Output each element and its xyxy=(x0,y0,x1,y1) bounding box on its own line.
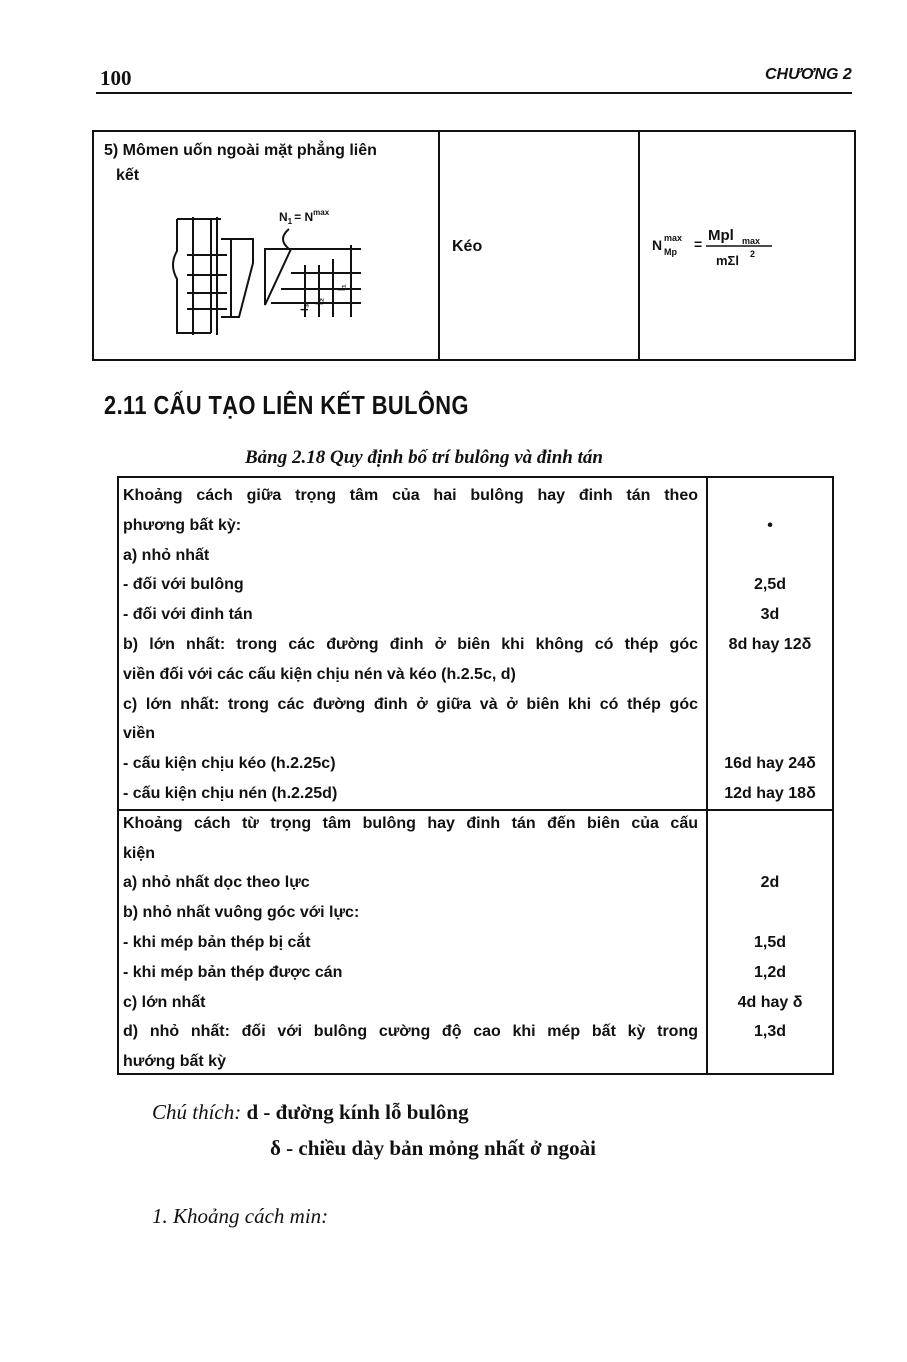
top-table-divider-2 xyxy=(638,132,640,359)
table-row-value: 4d hay δ xyxy=(737,994,803,1011)
table-row-text: hướng bất kỳ xyxy=(123,1053,226,1070)
formula-denominator: mΣl xyxy=(716,253,739,268)
table-row-value: 12d hay 18δ xyxy=(724,785,816,802)
table-row-value: 8d hay 12δ xyxy=(728,636,812,653)
table-row-text: Khoảng cách từ trọng tâm bulông hay đinh tán đến biên của cấu xyxy=(123,815,698,832)
table-row-text: - khi mép bản thép được cán xyxy=(123,964,343,981)
table-row-value: 1,3d xyxy=(753,1023,786,1040)
header-rule xyxy=(96,92,852,94)
formula-numerator-sub: max xyxy=(742,236,761,246)
table-row-text: b) lớn nhất: trong các đường đinh ở biên khi không có thép góc xyxy=(123,636,698,653)
table-row-text: - cấu kiện chịu kéo (h.2.25c) xyxy=(123,755,336,772)
table-row-text: phương bất kỳ: xyxy=(123,517,242,534)
row5-label xyxy=(104,138,434,188)
dim-label-l1: l₁ xyxy=(337,284,348,291)
table-row-text: c) lớn nhất: trong các đường đinh ở giữa và ở biên khi có thép góc xyxy=(123,696,698,713)
table-row-value: 3d xyxy=(760,606,780,623)
bolt-moment-diagram xyxy=(165,205,375,345)
table-row-text: - đối với bulông xyxy=(123,576,244,593)
table-caption: Bảng 2.18 Quy định bố trí bulông và đinh tán xyxy=(245,447,603,468)
formula-numerator: Mpl xyxy=(708,227,734,244)
formula-lhs-sub: Mp xyxy=(664,247,677,257)
formula-eq: = xyxy=(694,236,703,252)
table-row-text: Khoảng cách giữa trọng tâm của hai bulông hay đinh tán theo xyxy=(123,487,698,504)
top-table-divider-1 xyxy=(438,132,440,359)
action-label: Kéo xyxy=(452,238,483,255)
table-row-text: - đối với đinh tán xyxy=(123,606,253,623)
table-row-text: c) lớn nhất xyxy=(123,994,206,1011)
force-label: $N_1 = N^{max}$ xyxy=(279,208,330,226)
table-row-value: 2,5d xyxy=(753,576,786,593)
formula-denominator-sup: 2 xyxy=(750,249,756,259)
chapter-label: CHƯƠNG 2 xyxy=(765,66,852,83)
table-row-divider xyxy=(119,809,832,811)
dim-label-l2: l₂ xyxy=(315,297,326,305)
note-label: Chú thích: xyxy=(152,1100,242,1124)
table-row-text: - khi mép bản thép bị cắt xyxy=(123,934,311,951)
table-row-text: - cấu kiện chịu nén (h.2.25d) xyxy=(123,785,338,802)
table-row-text: kiện xyxy=(123,845,156,862)
moment-formula xyxy=(650,220,790,270)
table-row-value: 1,5d xyxy=(753,934,786,951)
dim-label-l3: l₃ xyxy=(300,303,311,311)
table-row-value: 2d xyxy=(760,874,780,891)
table-column-divider xyxy=(706,478,708,1073)
formula-lhs-sup: max xyxy=(664,233,683,243)
section-title: 2.11 CẤU TẠO LIÊN KẾT BULÔNG xyxy=(104,390,469,420)
table-row-text: viền xyxy=(123,725,156,742)
table-row-value: 16d hay 24δ xyxy=(724,755,816,772)
row5-label-line1: 5) Mômen uốn ngoài mặt phẳng liên xyxy=(104,142,377,159)
table-row-text: b) nhỏ nhất vuông góc với lực: xyxy=(123,904,360,921)
table-row-value: • xyxy=(767,517,773,534)
page-number: 100 xyxy=(100,66,132,90)
table-row-text: viền đối với các cấu kiện chịu nén và kéo (h.2.5c, d) xyxy=(123,666,516,683)
formula-lhs: N xyxy=(652,237,663,253)
row5-label-line2: kết xyxy=(116,167,140,184)
table-row-text: a) nhỏ nhất dọc theo lực xyxy=(123,874,310,891)
table-row-value: 1,2d xyxy=(753,964,786,981)
note-line-1 xyxy=(152,1100,469,1125)
table-row-text: d) nhỏ nhất: đối với bulông cường độ cao khi mép bất kỳ trong xyxy=(123,1023,698,1040)
bolt-spacing-table xyxy=(117,476,834,1075)
table-row-text: a) nhỏ nhất xyxy=(123,547,210,564)
note-text-1: d - đường kính lỗ bulông xyxy=(246,1100,469,1124)
paragraph-heading: 1. Khoảng cách min: xyxy=(152,1204,329,1228)
note-line-2: δ - chiều dày bản mỏng nhất ở ngoài xyxy=(270,1136,596,1160)
